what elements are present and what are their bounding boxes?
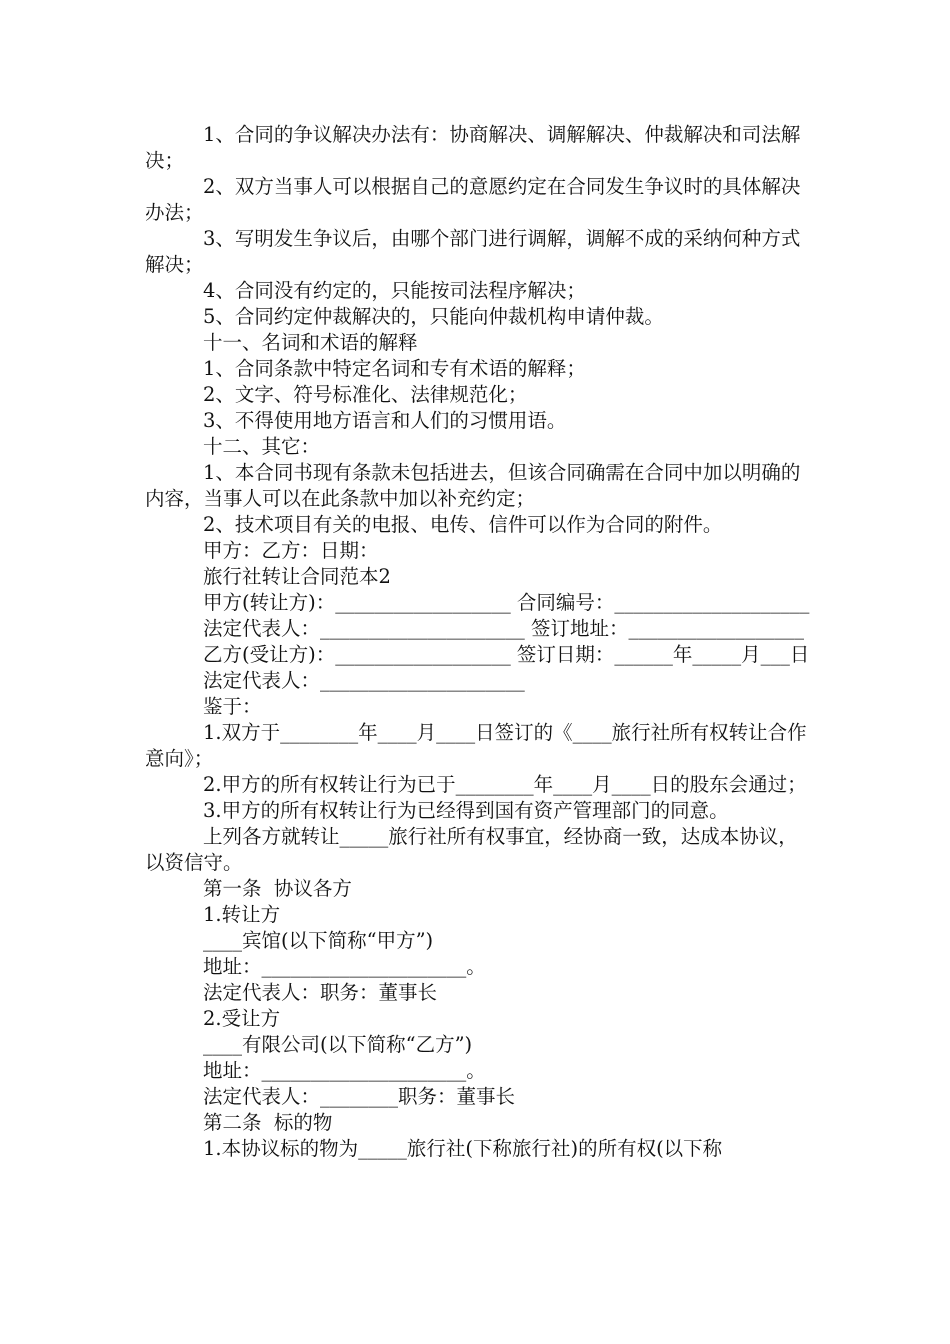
paragraph: 3、不得使用地方语言和人们的习惯用语。 (203, 409, 567, 432)
signature-line: 甲方：乙方：日期： (203, 539, 379, 562)
paragraph: 地址：_____________________。 (203, 1059, 486, 1082)
section-heading: 十二、其它： (203, 435, 321, 458)
paragraph: ____宾馆(以下简称“甲方”) (203, 929, 434, 952)
paragraph: ____有限公司(以下简称“乙方”) (203, 1033, 473, 1056)
document-title: 旅行社转让合同范本2 (203, 565, 391, 588)
paragraph: 上列各方就转让_____旅行社所有权事宜，经协商一致，达成本协议，以资信守。 (145, 825, 798, 874)
paragraph: 2.受让方 (203, 1007, 281, 1030)
form-field-line: 法定代表人：_____________________ (203, 669, 525, 692)
section-heading: 十一、名词和术语的解释 (203, 331, 418, 354)
paragraph: 1、本合同书现有条款未包括进去，但该合同确需在合同中加以明确的内容，当事人可以在此条款中加以补充约定； (145, 461, 801, 510)
paragraph: 2、技术项目有关的电报、电传、信件可以作为合同的附件。 (203, 513, 723, 536)
paragraph: 1.本协议标的物为_____旅行社(下称旅行社)的所有权(以下称 (203, 1137, 723, 1160)
paragraph: 1、合同条款中特定名词和专有术语的解释； (203, 357, 586, 380)
paragraph: 3、写明发生争议后，由哪个部门进行调解，调解不成的采纳何种方式解决； (145, 227, 801, 276)
paragraph: 法定代表人：职务：董事长 (203, 981, 438, 1004)
paragraph: 2、双方当事人可以根据自己的意愿约定在合同发生争议时的具体解决办法； (145, 175, 801, 224)
form-field-line: 法定代表人：_____________________ 签订地址：__________________ (203, 617, 804, 640)
article-heading: 第一条 协议各方 (203, 877, 352, 900)
form-field-line: 甲方(转让方)：__________________ 合同编号：____________________ (203, 591, 810, 614)
paragraph: 1、合同的争议解决办法有：协商解决、调解解决、仲裁解决和司法解决； (145, 123, 801, 172)
paragraph: 5、合同约定仲裁解决的，只能向仲裁机构申请仲裁。 (203, 305, 664, 328)
paragraph: 4、合同没有约定的，只能按司法程序解决； (203, 279, 586, 302)
article-heading: 第二条 标的物 (203, 1111, 333, 1134)
paragraph: 鉴于： (203, 695, 262, 718)
form-field-line: 乙方(受让方)：__________________ 签订日期：______年_____月___日 (203, 643, 810, 666)
paragraph: 2.甲方的所有权转让行为已于________年____月____日的股东会通过； (203, 773, 807, 796)
paragraph: 2、文字、符号标准化、法律规范化； (203, 383, 528, 406)
paragraph: 1.双方于________年____月____日签订的《____旅行社所有权转让合作意向》； (145, 721, 807, 770)
paragraph: 法定代表人：________职务：董事长 (203, 1085, 516, 1108)
paragraph: 地址：_____________________。 (203, 955, 486, 978)
paragraph: 3.甲方的所有权转让行为已经得到国有资产管理部门的同意。 (203, 799, 729, 822)
document-body (145, 122, 810, 1162)
paragraph: 1.转让方 (203, 903, 281, 926)
